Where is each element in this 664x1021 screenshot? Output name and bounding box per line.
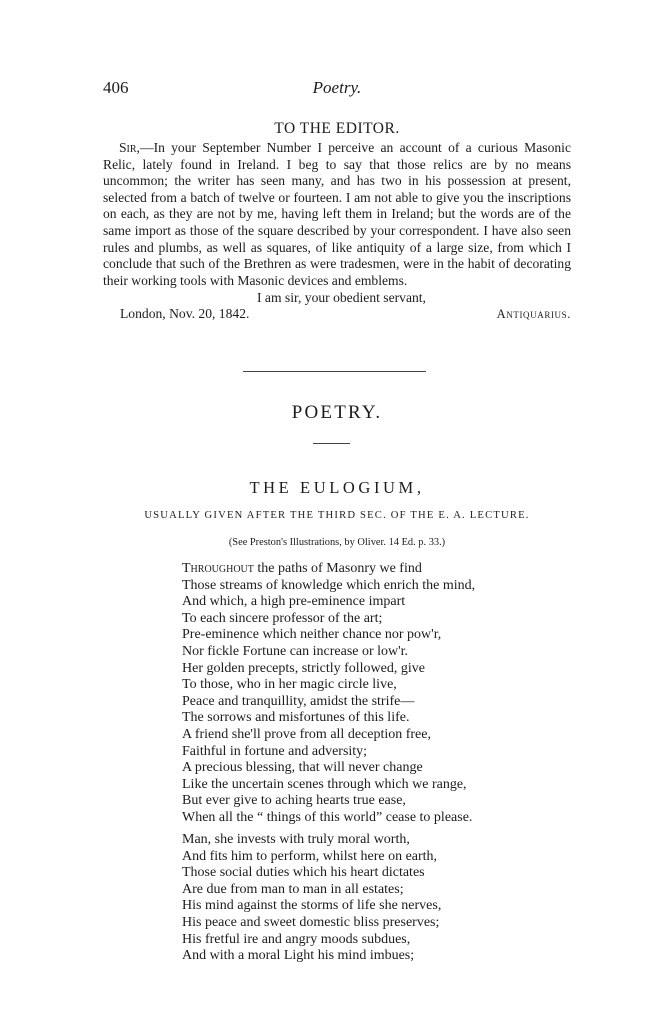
title-divider	[313, 443, 350, 444]
poem-line: Are due from man to man in all estates;	[182, 881, 404, 897]
poem-subtitle: USUALLY GIVEN AFTER THE THIRD SEC. OF THE E. A. LECTURE.	[144, 510, 530, 521]
poem-line: And with a moral Light his mind imbues;	[182, 948, 415, 964]
poem-line: But ever give to aching hearts true ease,	[182, 793, 406, 809]
poem-line: And which, a high pre-eminence impart	[182, 594, 406, 610]
poem-line: Those streams of knowledge which enrich the mind,	[182, 577, 476, 593]
letter-body	[103, 140, 571, 289]
poem-line: Her golden precepts, strictly followed, give	[182, 660, 425, 676]
letter-place-date: London, Nov. 20, 1842.	[120, 306, 250, 321]
letter-heading: TO THE EDITOR.	[274, 120, 400, 137]
letter-signature: Antiquarius.	[496, 307, 571, 321]
poem-line: Nor fickle Fortune can increase or low'r.	[182, 643, 409, 659]
poem-line: And fits him to perform, whilst here on earth,	[182, 848, 438, 864]
poem-line: The sorrows and misfortunes of this life.	[182, 710, 410, 726]
poem-line: Faithful in fortune and adversity;	[182, 743, 368, 759]
running-title: Poetry.	[312, 78, 362, 97]
letter-paragraph	[103, 140, 571, 289]
poem-line: Pre-eminence which neither chance nor pow'r,	[182, 627, 442, 643]
poem-line: Peace and tranquillity, amidst the strife—	[182, 693, 415, 709]
poem-line: To those, who in her magic circle live,	[182, 677, 397, 693]
poem-first-word: Throughout	[182, 561, 254, 576]
poem-line: Man, she invests with truly moral worth,	[182, 832, 410, 847]
page-header	[103, 78, 571, 100]
section-title: POETRY.	[291, 402, 383, 423]
poem-line: Like the uncertain scenes through which we range,	[182, 776, 467, 792]
poem-line: A precious blessing, that will never change	[182, 760, 423, 776]
poem-reference: (See Preston's Illustrations, by Oliver. 14 Ed. p. 33.)	[228, 537, 446, 548]
letter-salutation: Sir,	[119, 140, 140, 155]
poem-line: When all the “ things of this world” cease to please.	[182, 809, 473, 825]
poem-line: Throughout the paths of Masonry we find	[182, 561, 422, 576]
page-number: 406	[103, 78, 129, 97]
letter-closing: I am sir, your obedient servant,	[257, 290, 426, 305]
section-divider	[243, 371, 426, 372]
poem-title: THE EULOGIUM,	[249, 478, 425, 497]
poem-line: His fretful ire and angry moods subdues,	[182, 931, 411, 947]
poem-line: His mind against the storms of life she nerves,	[182, 898, 442, 914]
poem-line: His peace and sweet domestic bliss preserves;	[182, 914, 440, 930]
letter-text: —In your September Number I perceive an account of a curious Masonic Relic, lately found in Ireland. I beg to say that those relics are by no means uncommon; the writer has seen many, and has two in his possession at present, selected from a batch of twelve or fourteen. I am not able to give you the inscriptions on each, as they are not by me, having left them in Ireland; but the words are of the same import as those of the square described by your correspondent. I have also seen rules and plumbs, as well as squares, of like antiquity of a large size, from which I conclude that such of the Brethren as were tradesmen, were in the habit of decorating their working tools with Masonic devices and emblems.	[103, 140, 571, 288]
poem-stanza-1	[182, 561, 475, 827]
poem-line: To each sincere professor of the art;	[182, 610, 383, 626]
poem-line: A friend she'll prove from all deception free,	[182, 726, 431, 742]
poem-line: Those social duties which his heart dictates	[182, 865, 425, 881]
poem-stanza-2	[182, 832, 441, 965]
